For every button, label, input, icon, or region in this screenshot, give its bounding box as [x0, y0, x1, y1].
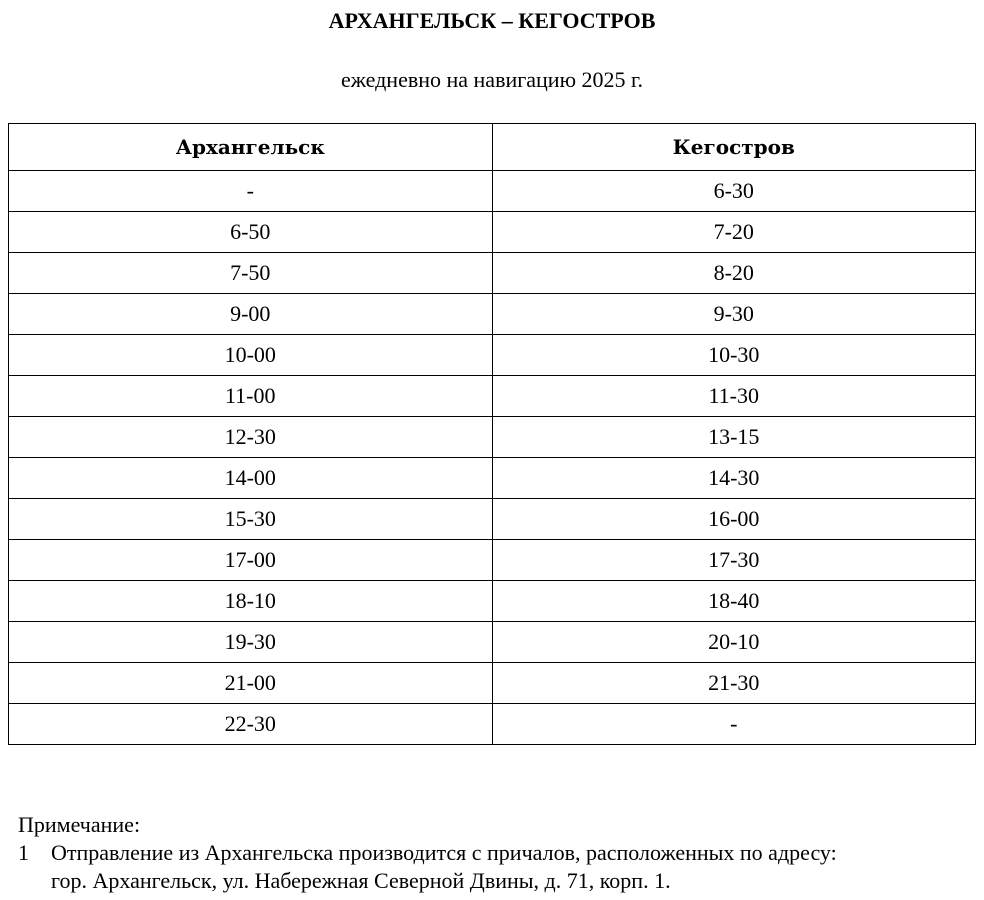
cell-arkhangelsk-departure: 18-10	[9, 581, 493, 622]
cell-kegostrov-departure: 9-30	[492, 294, 976, 335]
cell-kegostrov-departure: 17-30	[492, 540, 976, 581]
cell-arkhangelsk-departure: 17-00	[9, 540, 493, 581]
cell-kegostrov-departure: 16-00	[492, 499, 976, 540]
cell-arkhangelsk-departure: -	[9, 171, 493, 212]
table-row	[9, 499, 976, 540]
table-row	[9, 253, 976, 294]
note-text	[51, 839, 837, 895]
note-number: 1	[18, 840, 29, 865]
cell-kegostrov-departure: 20-10	[492, 622, 976, 663]
table-row	[9, 704, 976, 745]
note-text-line-1: Отправление из Архангельска производится с причалов, расположенных по адресу:	[51, 840, 837, 865]
cell-kegostrov-departure: 8-20	[492, 253, 976, 294]
table-row	[9, 622, 976, 663]
table-row	[9, 294, 976, 335]
table-row	[9, 335, 976, 376]
table-row	[9, 376, 976, 417]
cell-arkhangelsk-departure: 15-30	[9, 499, 493, 540]
cell-kegostrov-departure: 14-30	[492, 458, 976, 499]
cell-arkhangelsk-departure: 22-30	[9, 704, 493, 745]
schedule-table	[8, 123, 976, 745]
cell-kegostrov-departure: 7-20	[492, 212, 976, 253]
cell-kegostrov-departure: 21-30	[492, 663, 976, 704]
table-row	[9, 581, 976, 622]
table-row	[9, 212, 976, 253]
cell-arkhangelsk-departure: 12-30	[9, 417, 493, 458]
document-title: АРХАНГЕЛЬСК – КЕГОСТРОВ	[328, 8, 656, 33]
cell-arkhangelsk-departure: 21-00	[9, 663, 493, 704]
cell-kegostrov-departure: 13-15	[492, 417, 976, 458]
table-row	[9, 171, 976, 212]
cell-arkhangelsk-departure: 19-30	[9, 622, 493, 663]
table-row	[9, 417, 976, 458]
table-row	[9, 458, 976, 499]
cell-arkhangelsk-departure: 14-00	[9, 458, 493, 499]
table-row	[9, 540, 976, 581]
note-heading: Примечание:	[18, 812, 141, 837]
note-section	[18, 811, 837, 895]
note-item	[18, 839, 837, 895]
table-row	[9, 663, 976, 704]
cell-arkhangelsk-departure: 7-50	[9, 253, 493, 294]
cell-arkhangelsk-departure: 6-50	[9, 212, 493, 253]
document-subtitle: ежедневно на навигацию 2025 г.	[340, 67, 644, 92]
cell-arkhangelsk-departure: 10-00	[9, 335, 493, 376]
cell-kegostrov-departure: 10-30	[492, 335, 976, 376]
note-text-line-2: гор. Архангельск, ул. Набережная Северной Двины, д. 71, корп. 1.	[51, 868, 671, 893]
cell-kegostrov-departure: 18-40	[492, 581, 976, 622]
schedule-table-body	[9, 171, 976, 745]
cell-arkhangelsk-departure: 9-00	[9, 294, 493, 335]
cell-kegostrov-departure: -	[492, 704, 976, 745]
table-header-row	[9, 124, 976, 171]
cell-kegostrov-departure: 11-30	[492, 376, 976, 417]
cell-arkhangelsk-departure: 11-00	[9, 376, 493, 417]
column-header-arkhangelsk: Архангельск	[9, 124, 493, 171]
column-header-kegostrov: Кегостров	[492, 124, 976, 171]
cell-kegostrov-departure: 6-30	[492, 171, 976, 212]
